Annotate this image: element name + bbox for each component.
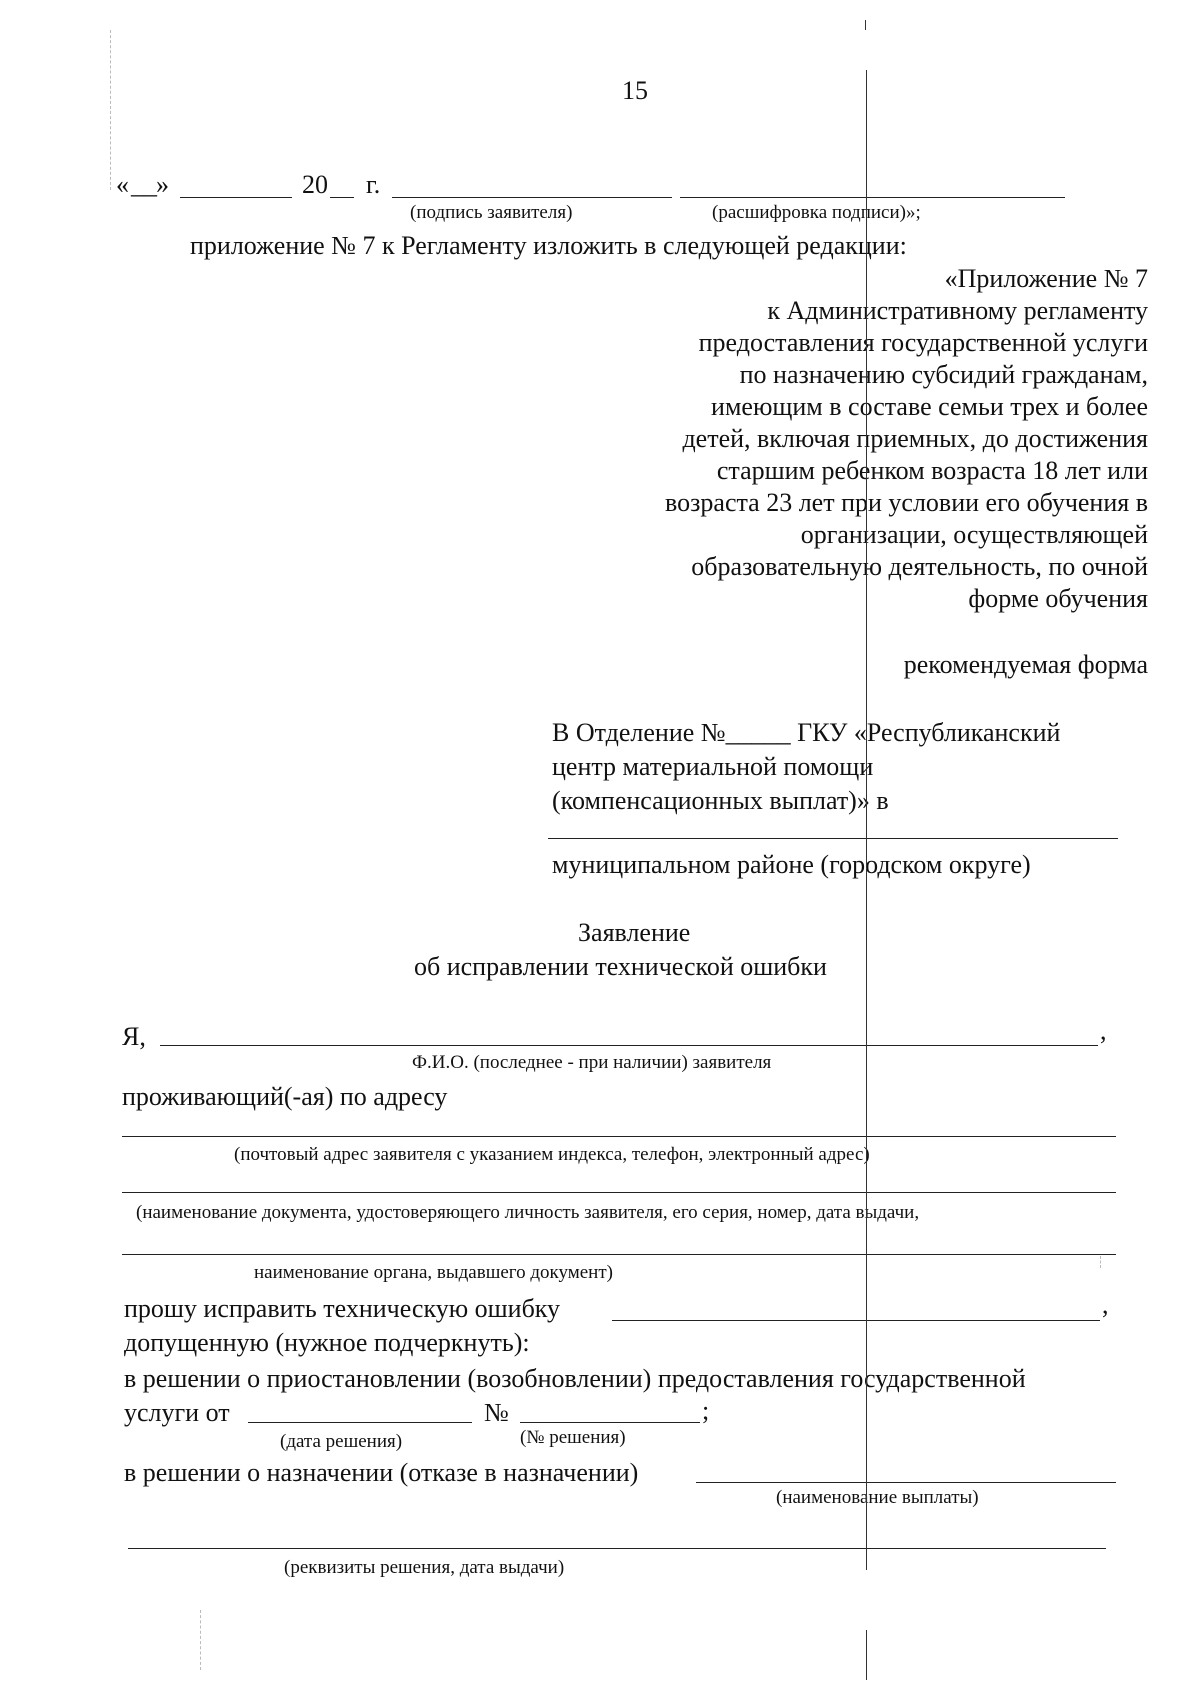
decision-date-line bbox=[248, 1422, 472, 1423]
appendix-heading-line: старшим ребенком возраста 18 лет или bbox=[716, 456, 1148, 485]
decision-details-line bbox=[128, 1548, 1106, 1549]
year-prefix: 20 bbox=[302, 170, 328, 199]
page-number: 15 bbox=[622, 76, 648, 105]
made-in-label: допущенную (нужное подчеркнуть): bbox=[124, 1328, 530, 1357]
municipality-blank-line bbox=[548, 838, 1118, 839]
error-description-line bbox=[612, 1320, 1100, 1321]
addressee-line: муниципальном районе (городском округе) bbox=[552, 850, 1031, 879]
addressee-line: (компенсационных выплат)» в bbox=[552, 786, 889, 815]
appendix-heading-line: к Административному регламенту bbox=[767, 296, 1148, 325]
appendix-heading-line: «Приложение № 7 bbox=[944, 264, 1148, 293]
year-suffix: г. bbox=[366, 170, 381, 199]
scan-fold-mark bbox=[865, 20, 866, 30]
scan-edge-mark bbox=[110, 30, 111, 190]
appendix-heading-line: по назначению субсидий гражданам, bbox=[739, 360, 1148, 389]
decision-number-line bbox=[520, 1422, 700, 1423]
assignment-decision-option: в решении о назначении (отказе в назначении) bbox=[124, 1458, 639, 1487]
signature-caption: (подпись заявителя) bbox=[410, 202, 573, 223]
fio-caption: Ф.И.О. (последнее - при наличии) заявителя bbox=[412, 1052, 772, 1073]
scan-edge-mark bbox=[200, 1610, 201, 1670]
number-sign: № bbox=[484, 1398, 509, 1427]
residing-label: проживающий(-ая) по адресу bbox=[122, 1082, 448, 1111]
fio-line bbox=[160, 1045, 1098, 1046]
appendix-heading-line: имеющим в составе семьи трех и более bbox=[711, 392, 1148, 421]
decision-date-caption: (дата решения) bbox=[280, 1431, 403, 1452]
appendix-heading-line: форме обучения bbox=[968, 584, 1148, 613]
document-title: Заявление bbox=[578, 918, 691, 947]
fio-comma: , bbox=[1100, 1016, 1107, 1045]
document-subtitle: об исправлении технической ошибки bbox=[414, 952, 827, 981]
suspension-decision-option: в решении о приостановлении (возобновлении) предоставления государственной bbox=[124, 1364, 1026, 1393]
decision-details-caption: (реквизиты решения, дата выдачи) bbox=[284, 1557, 565, 1578]
signature-decoding-caption: (расшифровка подписи)»; bbox=[712, 202, 921, 223]
appendix-heading-line: предоставления государственной услуги bbox=[698, 328, 1148, 357]
document-line bbox=[122, 1192, 1116, 1193]
appendix-heading-line: возраста 23 лет при условии его обучения в bbox=[665, 488, 1148, 517]
amendment-text: приложение № 7 к Регламенту изложить в следующей редакции: bbox=[190, 231, 907, 260]
semicolon: ; bbox=[702, 1396, 710, 1425]
error-comma: , bbox=[1102, 1290, 1109, 1319]
decision-number-caption: (№ решения) bbox=[520, 1427, 626, 1448]
addressee-line: центр материальной помощи bbox=[552, 752, 874, 781]
signature-line bbox=[392, 197, 672, 198]
recommended-form-label: рекомендуемая форма bbox=[903, 650, 1148, 679]
quote-close: » bbox=[156, 170, 169, 199]
scan-edge-mark bbox=[1100, 1256, 1101, 1268]
issuer-caption: наименование органа, выдавшего документ) bbox=[254, 1262, 613, 1283]
payment-name-line bbox=[696, 1482, 1116, 1483]
appendix-heading-line: образовательную деятельность, по очной bbox=[691, 552, 1148, 581]
signature-decoding-line bbox=[680, 197, 1065, 198]
scan-fold-mark bbox=[866, 1630, 867, 1680]
service-from-label: услуги от bbox=[124, 1398, 230, 1427]
address-line bbox=[122, 1136, 1116, 1137]
year-blank-line bbox=[330, 197, 354, 198]
scan-fold-line bbox=[866, 70, 867, 1570]
applicant-pronoun: Я, bbox=[122, 1022, 146, 1051]
appendix-heading-line: детей, включая приемных, до достижения bbox=[682, 424, 1148, 453]
quote-blank: __ bbox=[131, 170, 157, 199]
identity-document-caption: (наименование документа, удостоверяющего личность заявителя, его серия, номер, дата выдачи, bbox=[136, 1202, 920, 1223]
appendix-heading-line: организации, осуществляющей bbox=[800, 520, 1148, 549]
quote-open: « bbox=[116, 170, 129, 199]
address-caption: (почтовый адрес заявителя с указанием индекса, телефон, электронный адрес) bbox=[234, 1144, 870, 1165]
month-blank-line bbox=[180, 197, 292, 198]
fix-error-label: прошу исправить техническую ошибку bbox=[124, 1294, 561, 1323]
issuer-line bbox=[122, 1254, 1116, 1255]
addressee-line: В Отделение №_____ ГКУ «Республиканский bbox=[552, 718, 1061, 747]
payment-name-caption: (наименование выплаты) bbox=[776, 1487, 979, 1508]
